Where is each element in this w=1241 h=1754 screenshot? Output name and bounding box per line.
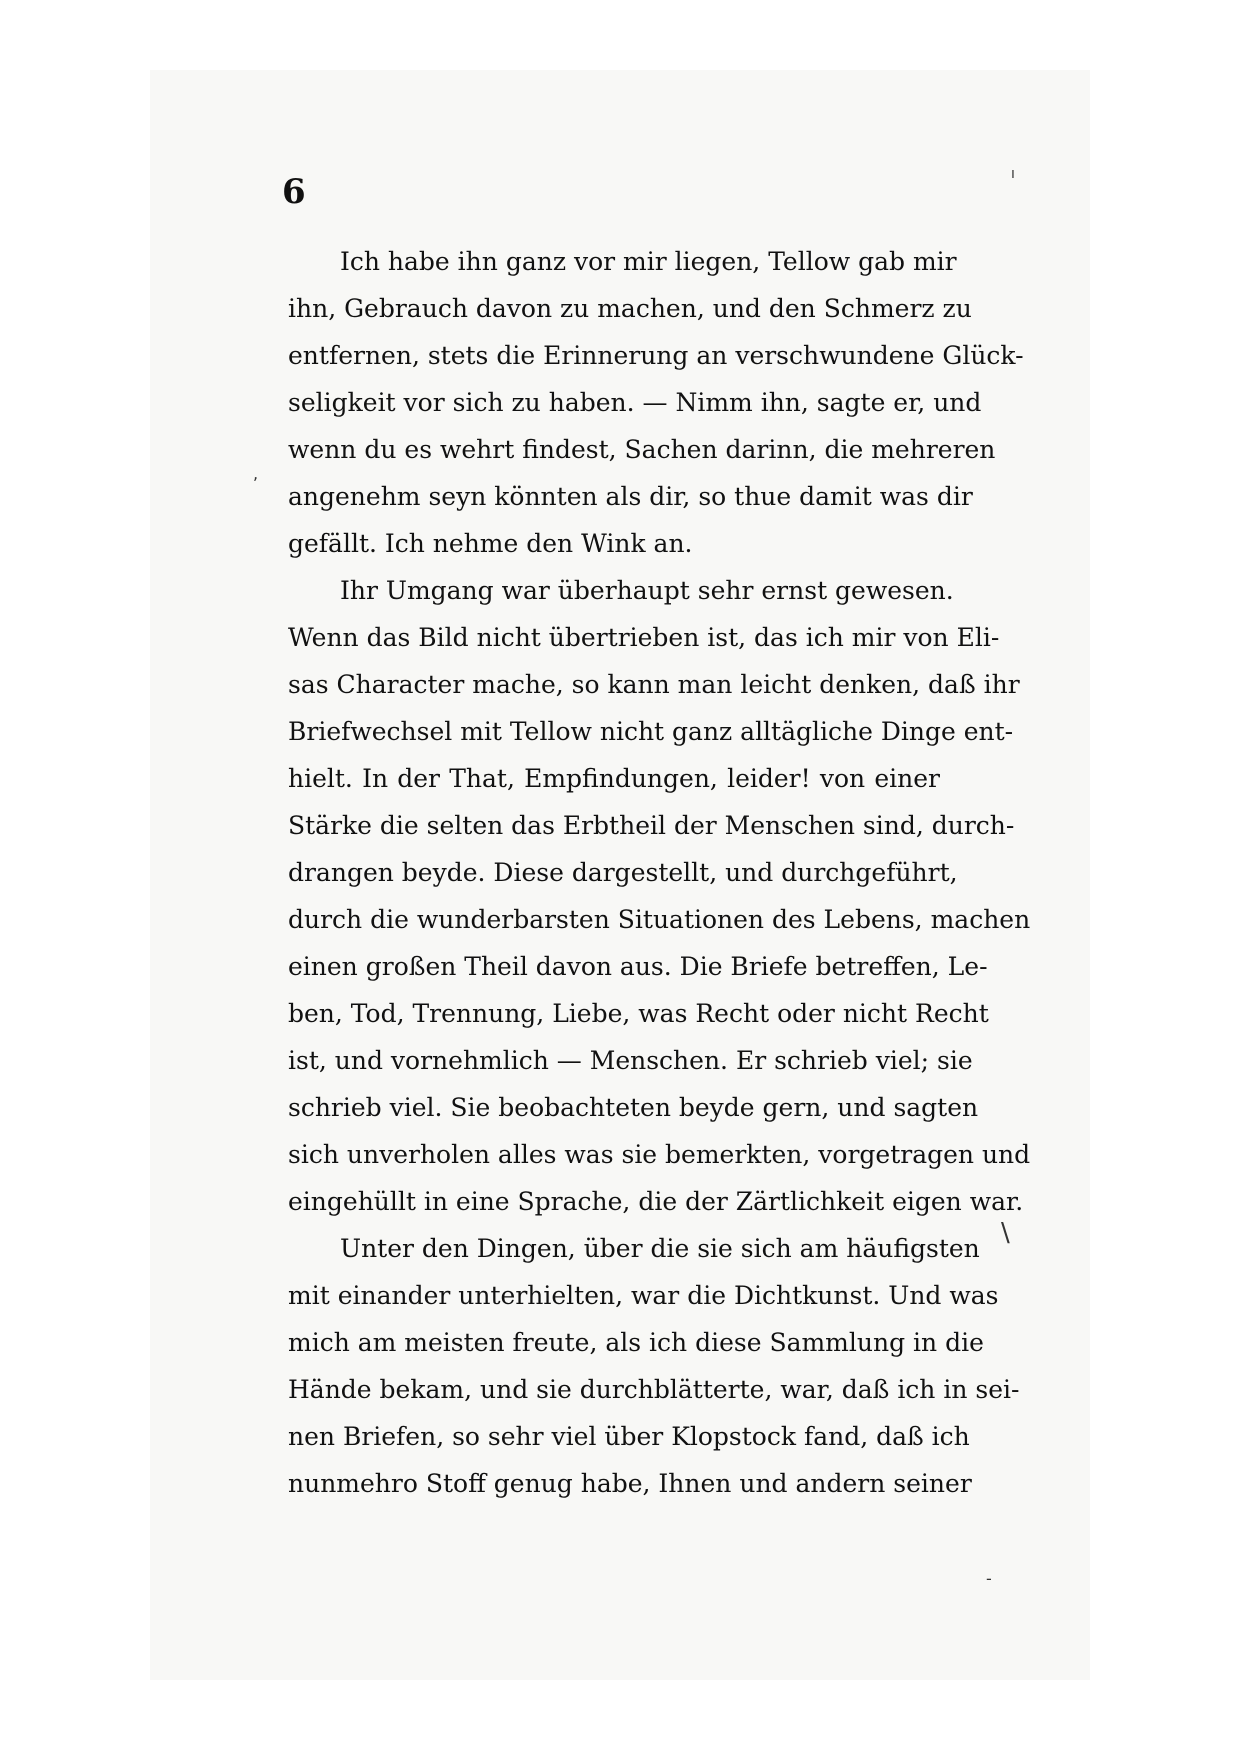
text-line: eingehüllt in eine Sprache, die der Zärtlichkeit eigen war. <box>288 1187 1024 1216</box>
paragraph-2 <box>288 567 1031 1225</box>
text-line: angenehm seyn könnten als dir, so thue damit was dir <box>288 482 973 511</box>
text-line: schrieb viel. Sie beobachteten beyde gern, und sagten <box>288 1093 979 1122</box>
text-line: ist, und vornehmlich — Menschen. Er schrieb viel; sie <box>288 1046 973 1075</box>
text-line: sich unverholen alles was sie bemerkten, vorgetragen und <box>288 1140 1031 1169</box>
text-line: Stärke die selten das Erbtheil der Menschen sind, durch- <box>288 811 1015 840</box>
text-line: ben, Tod, Trennung, Liebe, was Recht oder nicht Recht <box>288 999 989 1028</box>
scan-speck: ‐ <box>986 1569 992 1588</box>
text-line: entfernen, stets die Erinnerung an verschwundene Glück- <box>288 341 1024 370</box>
text-line: Unter den Dingen, über die sie sich am häufigsten <box>340 1234 980 1263</box>
text-line: hielt. In der That, Empfindungen, leider! von einer <box>288 764 940 793</box>
text-line: Briefwechsel mit Tellow nicht ganz alltägliche Dinge ent- <box>288 717 1014 746</box>
text-line: wenn du es wehrt findest, Sachen darinn, die mehreren <box>288 435 996 464</box>
text-line: mit einander unterhielten, war die Dichtkunst. Und was <box>288 1281 999 1310</box>
text-line: sas Character mache, so kann man leicht denken, daß ihr <box>288 670 1020 699</box>
page-number: 6 <box>282 172 306 212</box>
text-line: nunmehro Stoff genug habe, Ihnen und andern seiner <box>288 1469 972 1498</box>
text-line: drangen beyde. Diese dargestellt, und durchgeführt, <box>288 858 958 887</box>
text-line: Ihr Umgang war überhaupt sehr ernst gewesen. <box>340 576 954 605</box>
body-text <box>288 238 1031 1507</box>
text-line: durch die wunderbarsten Situationen des Lebens, machen <box>288 905 1031 934</box>
text-line: einen großen Theil davon aus. Die Briefe betreffen, Le- <box>288 952 988 981</box>
text-line: Wenn das Bild nicht übertrieben ist, das ich mir von Eli- <box>288 623 1000 652</box>
scan-speck: \ <box>1001 1218 1010 1248</box>
text-line: Ich habe ihn ganz vor mir liegen, Tellow gab mir <box>340 247 957 276</box>
text-line: mich am meisten freute, als ich diese Sammlung in die <box>288 1328 984 1357</box>
text-line: Hände bekam, und sie durchblätterte, war, daß ich in sei- <box>288 1375 1020 1404</box>
text-line: ihn, Gebrauch davon zu machen, und den Schmerz zu <box>288 294 972 323</box>
paragraph-3 <box>288 1225 1020 1507</box>
paragraph-1 <box>288 238 1024 567</box>
text-line: gefällt. Ich nehme den Wink an. <box>288 529 693 558</box>
scan-speck: ı <box>1011 166 1015 182</box>
text-line: nen Briefen, so sehr viel über Klopstock fand, daß ich <box>288 1422 970 1451</box>
text-line: seligkeit vor sich zu haben. — Nimm ihn, sagte er, und <box>288 388 982 417</box>
scan-speck: , <box>253 464 259 483</box>
